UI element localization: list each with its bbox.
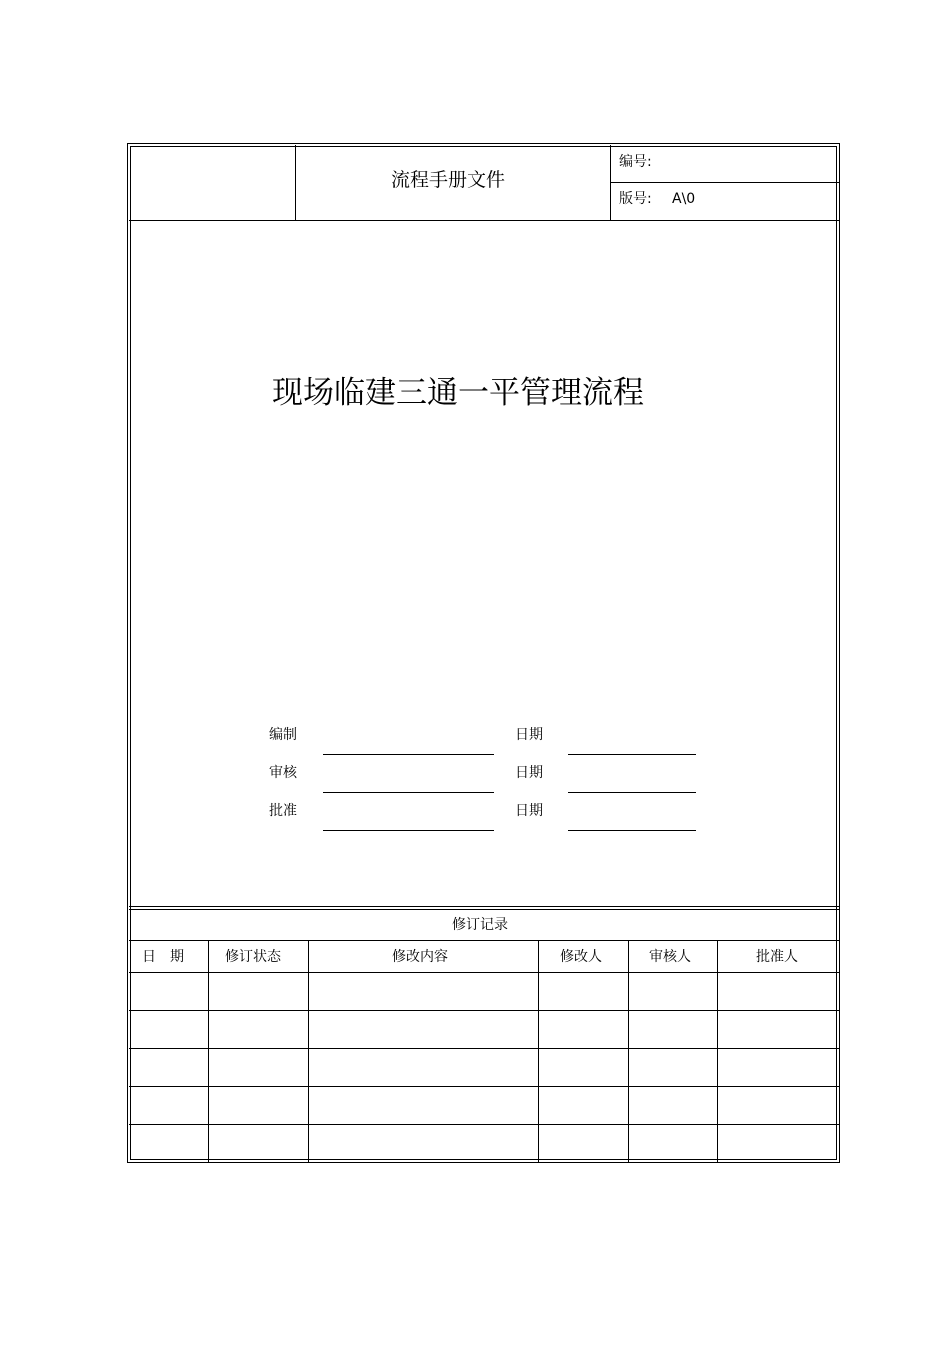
revision-title: 修订记录 (452, 917, 508, 933)
signature-role-review: 审核 (269, 765, 297, 781)
signature-role-compile: 编制 (269, 727, 297, 743)
header-meta-divider (610, 182, 839, 183)
revision-row-line-2 (129, 1048, 839, 1049)
revision-col-approver: 批准人 (756, 949, 798, 965)
signature-line-compile (323, 754, 494, 755)
revision-top-line-2 (129, 909, 839, 910)
revision-col-modifier: 修改人 (560, 949, 602, 965)
version-value: A\0 (672, 191, 696, 207)
revision-col-divider-5 (717, 940, 718, 1162)
revision-col-divider-4 (628, 940, 629, 1162)
signature-date-label-compile: 日期 (515, 727, 543, 743)
signature-date-line-approve (568, 830, 696, 831)
signature-date-line-compile (568, 754, 696, 755)
revision-col-status: 修订状态 (225, 949, 281, 965)
revision-top-line-1 (129, 906, 839, 907)
revision-col-divider-1 (208, 940, 209, 1162)
signature-date-label-approve: 日期 (515, 803, 543, 819)
version-label: 版号: (619, 191, 652, 207)
revision-col-content: 修改内容 (392, 949, 448, 965)
revision-col-divider-3 (538, 940, 539, 1162)
signature-date-label-review: 日期 (515, 765, 543, 781)
revision-row-line-1 (129, 1010, 839, 1011)
revision-col-date: 日 期 (142, 949, 184, 965)
signature-line-approve (323, 830, 494, 831)
page-title: 现场临建三通一平管理流程 (272, 375, 644, 411)
revision-title-bottom (129, 940, 839, 941)
number-label: 编号: (619, 154, 652, 170)
revision-row-line-3 (129, 1086, 839, 1087)
signature-role-approve: 批准 (269, 803, 297, 819)
signature-date-line-review (568, 792, 696, 793)
revision-col-reviewer: 审核人 (649, 949, 691, 965)
header-bottom-line (129, 220, 839, 221)
revision-header-bottom (129, 972, 839, 973)
header-divider-left (295, 145, 296, 220)
document-inner-frame (130, 146, 837, 1160)
signature-line-review (323, 792, 494, 793)
revision-row-line-4 (129, 1124, 839, 1125)
doc-type-label: 流程手册文件 (390, 169, 506, 191)
revision-col-divider-2 (308, 940, 309, 1162)
